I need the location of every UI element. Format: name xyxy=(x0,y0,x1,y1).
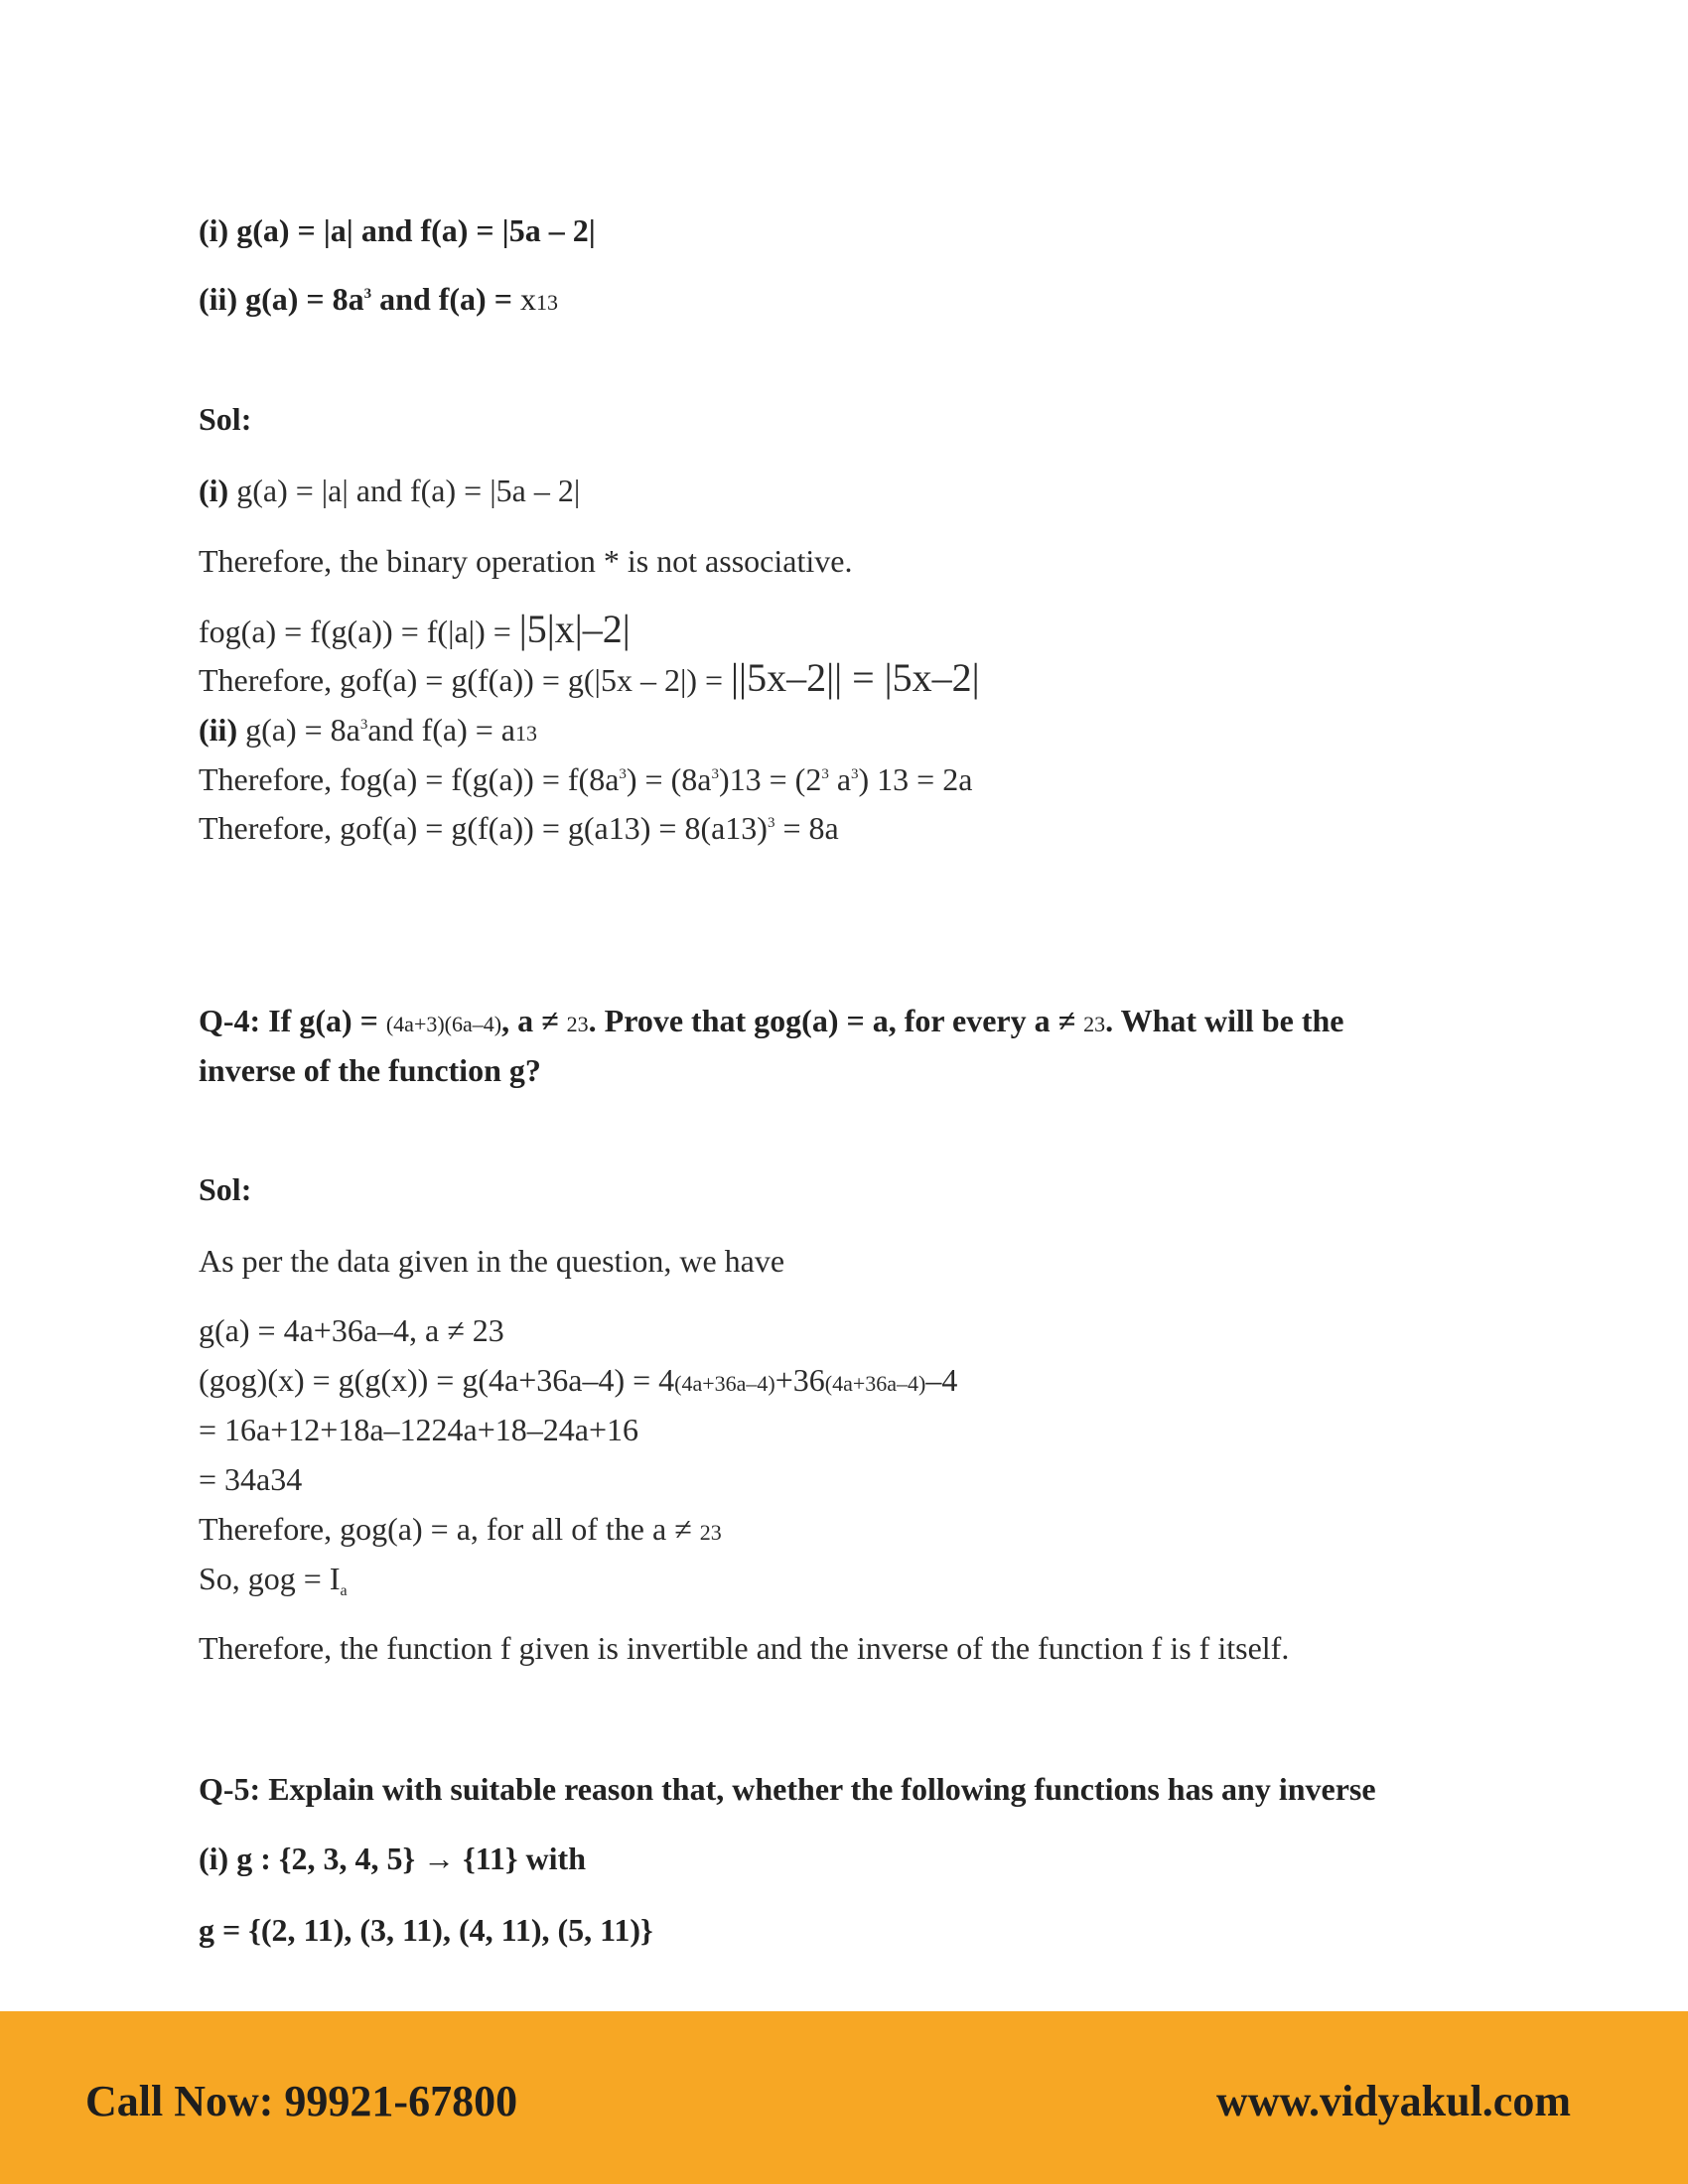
sol3-line-1-text: g(a) = |a| and f(a) = |5a – 2| xyxy=(228,473,581,508)
sol3-line-6 xyxy=(199,759,972,799)
superscript: 3 xyxy=(851,766,859,782)
q4-line-1 xyxy=(199,1001,1343,1044)
q4-a: Q-4: If g(a) = xyxy=(199,1003,386,1038)
sol4-line-3-b: (4a+36a–4) xyxy=(674,1371,775,1396)
q5-line-1: Q-5: Explain with suitable reason that, whether the following functions has any inverse xyxy=(199,1771,1376,1807)
sol3-line-7-b: a13 xyxy=(594,810,640,846)
sol3-line-6-e: ) 13 = 2a xyxy=(858,761,973,797)
sol4-line-2: g(a) = 4a+36a–4, a ≠ 23 xyxy=(199,1312,504,1348)
sol3-line-5-a: g(a) = 8a xyxy=(237,712,360,748)
sol4-line-8: Therefore, the function f given is invertible and the inverse of the function f is f itself. xyxy=(199,1630,1290,1666)
superscript: 3 xyxy=(711,766,719,782)
q5-line-2: (i) g : {2, 3, 4, 5} → {11} with xyxy=(199,1841,586,1876)
q3-part-ii-label: (ii) xyxy=(199,281,238,317)
q3-part-i-text: g(a) = |a| and f(a) = |5a – 2| xyxy=(236,212,596,248)
sol3-line-2: Therefore, the binary operation * is not associative. xyxy=(199,543,853,579)
sol4-line-6-b: 23 xyxy=(699,1520,722,1545)
q4-c: , a ≠ xyxy=(501,1003,567,1038)
q4-d: 23 xyxy=(566,1012,589,1036)
q3-part-i-label: (i) xyxy=(199,212,229,248)
sol4-line-3-a: (gog)(x) = g(g(x)) = g(4a+36a–4) = 4 xyxy=(199,1362,675,1398)
sol4-line-3-d: (4a+36a–4) xyxy=(824,1371,926,1396)
footer-bar xyxy=(0,2011,1688,2184)
q5-line-3: g = {(2, 11), (3, 11), (4, 11), (5, 11)} xyxy=(199,1912,653,1948)
website-link[interactable]: www.vidyakul.com xyxy=(1216,2077,1571,2125)
sol4-line-4: = 16a+12+18a–1224a+18–24a+16 xyxy=(199,1412,639,1447)
sol3-line-6-b: ) = (8a xyxy=(626,761,712,797)
q4-line-2: inverse of the function g? xyxy=(199,1052,541,1088)
sol4-line-6 xyxy=(199,1509,722,1553)
q4-b: (4a+3)(6a–4) xyxy=(385,1012,502,1036)
sol3-line-3-a: fog(a) = f(g(a)) = f(|a|) = xyxy=(199,614,519,649)
sol4-line-5: = 34a34 xyxy=(199,1461,303,1497)
sol3-line-6-d: a xyxy=(828,761,852,797)
sol4-line-6-a: Therefore, gog(a) = a, for all of the a ≠ xyxy=(199,1511,700,1547)
sol3-line-3-b: |5|x|–2| xyxy=(518,607,631,651)
call-now-text: Call Now: 99921-67800 xyxy=(85,2077,518,2125)
sol4-line-3-c: +36 xyxy=(774,1362,825,1398)
sol3-line-4-b: ||5x–2|| = |5x–2| xyxy=(731,655,980,700)
sol3-line-5 xyxy=(199,710,537,753)
sol3-line-7-a: Therefore, gof(a) = g(f(a)) = g( xyxy=(199,810,595,846)
sol3-line-6-c: )13 = (2 xyxy=(718,761,822,797)
q3-part-ii xyxy=(199,279,558,323)
sol3-line-1-label: (i) xyxy=(199,473,229,508)
sol4-line-3 xyxy=(199,1360,957,1404)
superscript: 3 xyxy=(363,286,372,302)
q3-part-ii-x: x xyxy=(519,281,536,317)
sol4-line-7-sub: a xyxy=(340,1582,348,1599)
sol4-line-1: As per the data given in the question, we have xyxy=(199,1243,785,1279)
q4-g: . What will be the xyxy=(1105,1003,1344,1038)
sol4-heading: Sol: xyxy=(199,1171,252,1207)
q4-e: . Prove that gog(a) = a, for every a ≠ xyxy=(588,1003,1084,1038)
sol4-line-7-a: So, gog = I xyxy=(199,1561,341,1596)
sol3-line-7-f: = 8a xyxy=(774,810,839,846)
sol4-line-3-e: –4 xyxy=(925,1362,958,1398)
sol3-line-6-a: Therefore, fog(a) = f(g(a)) = f(8a xyxy=(199,761,620,797)
sol3-line-1 xyxy=(199,471,580,510)
sol3-line-4-a: Therefore, gof(a) = g(f(a)) = g(|5x – 2|) = xyxy=(199,662,732,698)
superscript: 3 xyxy=(619,766,627,782)
superscript: 3 xyxy=(359,717,368,733)
q3-part-ii-13: 13 xyxy=(535,290,558,315)
sol3-line-7-d: a13 xyxy=(711,810,758,846)
superscript: 3 xyxy=(821,766,829,782)
sol3-line-3 xyxy=(199,607,631,651)
sol3-line-5-b: and f(a) = a xyxy=(367,712,515,748)
sol3-line-7-e: ) xyxy=(757,810,768,846)
q3-part-ii-text-2: and f(a) = xyxy=(371,281,520,317)
q3-part-i xyxy=(199,210,596,250)
sol3-line-4 xyxy=(199,655,980,700)
q3-part-ii-text: g(a) = 8a xyxy=(245,281,364,317)
sol3-line-7-c: ) = 8( xyxy=(639,810,712,846)
sol3-line-7 xyxy=(199,808,839,848)
superscript: 3 xyxy=(767,815,775,831)
sol3-line-5-label: (ii) xyxy=(199,712,238,748)
sol3-heading: Sol: xyxy=(199,401,252,437)
sol4-line-7 xyxy=(199,1559,348,1598)
sol3-line-5-c: 13 xyxy=(514,721,537,746)
q4-f: 23 xyxy=(1083,1012,1106,1036)
